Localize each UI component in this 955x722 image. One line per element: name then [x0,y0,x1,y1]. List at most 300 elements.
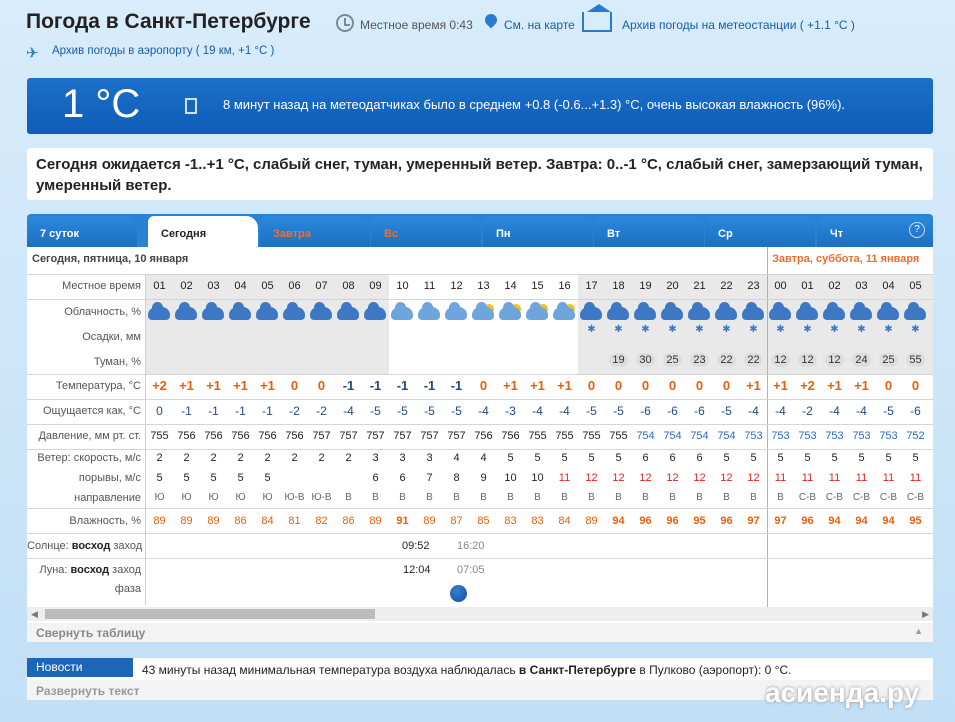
wind-direction-value: В [480,492,487,503]
temperature-value: +1 [260,378,275,393]
feels-like-value: -2 [316,404,327,418]
scrollbar-thumb[interactable] [45,609,375,619]
gust-value: 11 [774,472,787,484]
cloud-cell [470,302,497,322]
wind-speed-value: 2 [318,452,325,464]
cloud-icon [796,307,818,320]
pressure-value: 753 [798,430,817,442]
temperature-value: 0 [317,378,326,393]
hour-label: 22 [720,280,733,292]
temperature-value: -1 [369,378,382,393]
wind-direction-value: В [507,492,514,503]
gust-value: 11 [801,472,814,484]
humidity-value: 84 [261,515,274,527]
pressure-value: 756 [285,430,304,442]
pressure-value: 754 [690,430,709,442]
row-line [27,558,933,559]
humidity-value: 91 [396,515,409,527]
fog-badge: 25 [879,353,897,367]
snow-icon: ✱ [830,324,839,335]
gust-value: 5 [156,472,163,484]
hour-label: 15 [531,280,544,292]
pressure-value: 757 [420,430,439,442]
wind-speed-value: 4 [453,452,460,464]
cloud-cell [281,302,308,322]
humidity-value: 89 [369,515,382,527]
temperature-value: 0 [290,378,299,393]
hour-label: 07 [315,280,328,292]
temperature-value: -1 [396,378,409,393]
fog-badge: 22 [744,353,762,367]
feels-like-value: -4 [343,404,354,418]
humidity-value: 96 [666,515,679,527]
cloud-icon [445,307,467,320]
snow-icon: ✱ [749,324,758,335]
wind-speed-value: 6 [669,452,676,464]
gust-value: 5 [237,472,244,484]
temperature-value: +1 [206,378,221,393]
wind-direction-value: В [426,492,433,503]
wind-direction-value: В [399,492,406,503]
snow-icon: ✱ [722,324,731,335]
wind-speed-value: 5 [885,452,892,464]
cloud-cell [335,302,362,322]
temperature-value: +1 [503,378,518,393]
fog-badge: 25 [663,353,681,367]
humidity-value: 81 [288,515,301,527]
help-icon[interactable]: ? [909,222,925,238]
tab-tuesday[interactable]: Вт [594,216,704,247]
pressure-value: 755 [150,430,169,442]
temperature-value: +1 [773,378,788,393]
feels-like-value: -1 [262,404,273,418]
label-moon: Луна: восход заход [39,564,141,576]
row-line [27,424,933,425]
humidity-value: 96 [639,515,652,527]
temperature-value: -1 [450,378,463,393]
pressure-value: 757 [447,430,466,442]
wind-speed-value: 5 [561,452,568,464]
pressure-value: 756 [204,430,223,442]
cloud-cell [497,302,524,322]
cloud-icon [553,307,575,320]
wind-speed-value: 6 [696,452,703,464]
cloud-cell [713,302,740,322]
temperature-value: -1 [423,378,436,393]
cloud-cell [254,302,281,322]
temperature-value: +1 [557,378,572,393]
fog-badge: 23 [690,353,708,367]
wind-direction-value: Ю [235,492,246,503]
cloud-cell [389,302,416,322]
humidity-value: 87 [450,515,463,527]
cloud-icon [391,307,413,320]
snow-icon: ✱ [587,324,596,335]
feels-like-value: -6 [694,404,705,418]
label-local-time: Местное время [62,280,141,292]
cloud-cell [686,302,713,322]
temperature-value: 0 [587,378,596,393]
gust-value: 11 [882,472,895,484]
hour-label: 23 [747,280,760,292]
forecast-summary: Сегодня ожидается -1..+1 °C, слабый снег, туман, умеренный ветер. Завтра: 0..-1 °C, слабый снег, замерзающий туман, умеренный ветер. [27,148,933,200]
fog-value [848,353,875,367]
cloud-cell [767,302,794,322]
feels-like-value: -6 [667,404,678,418]
cloud-icon [148,307,170,320]
cloud-icon [823,307,845,320]
scroll-right-icon[interactable]: ▶ [922,609,929,619]
pressure-value: 756 [258,430,277,442]
fog-badge: 22 [717,353,735,367]
pressure-value: 753 [825,430,844,442]
wind-speed-value: 2 [156,452,163,464]
cloud-cell [308,302,335,322]
tab-tomorrow[interactable]: Завтра [260,216,370,247]
moonset-time: 07:05 [457,564,485,576]
collapse-table-button[interactable] [27,623,933,642]
hour-label: 00 [774,280,787,292]
temperature-value: 0 [722,378,731,393]
temperature-value: 0 [884,378,893,393]
pressure-value: 753 [771,430,790,442]
pressure-value: 754 [636,430,655,442]
feels-like-value: -4 [748,404,759,418]
hour-label: 08 [342,280,355,292]
humidity-value: 97 [747,515,760,527]
temperature-value: +2 [800,378,815,393]
cloud-icon [202,307,224,320]
snow-icon: ✱ [776,324,785,335]
cloud-icon [337,307,359,320]
hour-label: 04 [882,280,895,292]
label-gusts: порывы, м/с [78,472,141,484]
pressure-value: 755 [555,430,574,442]
wind-direction-value: В [642,492,649,503]
wind-direction-value: Ю [154,492,165,503]
gust-value: 12 [720,472,733,484]
wind-speed-value: 5 [804,452,811,464]
humidity-value: 84 [558,515,571,527]
pressure-value: 756 [231,430,250,442]
cloud-cell [362,302,389,322]
cloud-icon [472,307,494,320]
feels-like-value: -4 [532,404,543,418]
gust-value: 12 [666,472,679,484]
fog-value [740,353,767,367]
station-archive-link[interactable]: Архив погоды на метеостанции ( +1.1 °C ) [622,18,855,32]
news-text: 43 минуты назад минимальная температура воздуха наблюдалась в Санкт-Петербурге в Пулково (аэропорт): 0 °C. [142,663,792,677]
pressure-value: 755 [609,430,628,442]
pressure-value: 756 [501,430,520,442]
hour-label: 10 [396,280,409,292]
wind-direction-value: Ю-В [311,492,332,503]
temperature-value: +1 [827,378,842,393]
hour-label: 17 [585,280,598,292]
wind-speed-value: 5 [831,452,838,464]
label-moon-phase: фаза [114,583,141,595]
label-precipitation: Осадки, мм [82,331,141,343]
hour-label: 16 [558,280,571,292]
wind-speed-value: 2 [210,452,217,464]
row-line [27,399,933,400]
wind-direction-value: В [777,492,784,503]
fog-value [686,353,713,367]
cloud-cell [227,302,254,322]
feels-like-value: -5 [883,404,894,418]
pressure-value: 753 [852,430,871,442]
page-title: Погода в Санкт-Петербурге [26,10,311,33]
snow-icon: ✱ [803,324,812,335]
humidity-value: 89 [207,515,220,527]
sunset-time: 16:20 [457,540,485,552]
gust-value: 12 [693,472,706,484]
snow-icon: ✱ [911,324,920,335]
label-cloudiness: Облачность, % [64,306,141,318]
fog-value [902,353,929,367]
pressure-value: 757 [339,430,358,442]
hour-label: 03 [207,280,220,292]
cloud-icon [769,307,791,320]
wind-speed-value: 2 [264,452,271,464]
airport-archive-link[interactable]: Архив погоды в аэропорту ( 19 км, +1 °C ) [52,45,275,57]
humidity-value: 89 [153,515,166,527]
feels-like-value: -5 [397,404,408,418]
gust-value: 11 [558,472,571,484]
wind-speed-value: 5 [507,452,514,464]
gust-value: 7 [426,472,433,484]
hour-label: 12 [450,280,463,292]
wind-direction-value: С-В [906,492,925,503]
label-temperature: Температура, °C [55,380,141,392]
cloud-cell [821,302,848,322]
gust-value: 10 [531,472,544,484]
humidity-value: 83 [531,515,544,527]
cloud-icon [229,307,251,320]
wind-speed-value: 3 [426,452,433,464]
cloud-icon [661,307,683,320]
fog-badge: 30 [636,353,654,367]
wind-speed-value: 5 [858,452,865,464]
fog-value [632,353,659,367]
current-temperature: 1 °C [62,82,141,126]
tab-sunday[interactable]: Вс [371,216,481,247]
cloud-cell [173,302,200,322]
hour-label: 09 [369,280,382,292]
wind-direction-value: В [372,492,379,503]
pressure-value: 754 [717,430,736,442]
tab-monday[interactable]: Пн [483,216,593,247]
label-humidity: Влажность, % [69,515,141,527]
temperature-value: 0 [641,378,650,393]
fog-value [794,353,821,367]
hour-label: 03 [855,280,868,292]
hour-label: 05 [909,280,922,292]
tab-thursday[interactable]: Чт [817,216,933,247]
building-icon [185,98,197,114]
humidity-value: 94 [612,515,625,527]
gust-value: 12 [585,472,598,484]
wind-speed-value: 2 [237,452,244,464]
tab-7-days[interactable]: 7 суток [27,216,137,247]
gust-value: 5 [210,472,217,484]
humidity-value: 85 [477,515,490,527]
news-badge[interactable]: Новости [27,658,133,677]
cloud-cell [416,302,443,322]
wind-direction-value: Ю [262,492,273,503]
snow-icon: ✱ [884,324,893,335]
wind-direction-value: С-В [852,492,871,503]
feels-like-value: -2 [802,404,813,418]
feels-like-value: -5 [721,404,732,418]
cloud-icon [175,307,197,320]
wind-direction-value: В [723,492,730,503]
gust-value: 6 [399,472,406,484]
day-label-today: Сегодня, пятница, 10 января [32,253,189,265]
cloud-icon [310,307,332,320]
cloud-cell [902,302,929,322]
humidity-value: 95 [909,515,922,527]
wind-speed-value: 5 [588,452,595,464]
snow-icon: ✱ [614,324,623,335]
wind-direction-value: Ю-В [284,492,305,503]
feels-like-value: -4 [478,404,489,418]
row-line [27,374,933,375]
cloud-cell [551,302,578,322]
label-wind: Ветер: скорость, м/с [37,452,141,464]
temperature-value: 0 [479,378,488,393]
cloud-cell [200,302,227,322]
cloud-icon [715,307,737,320]
hour-label: 18 [612,280,625,292]
cloud-icon [607,307,629,320]
wind-speed-value: 2 [183,452,190,464]
humidity-value: 83 [504,515,517,527]
horizontal-scrollbar[interactable] [27,607,933,621]
tab-wednesday[interactable]: Ср [705,216,815,247]
wind-direction-value: В [453,492,460,503]
pressure-value: 753 [879,430,898,442]
gust-value: 10 [504,472,517,484]
wind-speed-value: 2 [345,452,352,464]
wind-direction-value: В [534,492,541,503]
feels-like-value: -4 [775,404,786,418]
gust-value: 12 [747,472,760,484]
hour-label: 14 [504,280,517,292]
feels-like-value: -4 [829,404,840,418]
cloud-icon [634,307,656,320]
wind-speed-value: 3 [372,452,379,464]
collapse-label: Свернуть таблицу [36,626,146,640]
map-pin-icon [483,12,500,29]
gust-value: 11 [828,472,841,484]
wind-direction-value: В [669,492,676,503]
cloud-icon [283,307,305,320]
cloud-cell [848,302,875,322]
local-time: Местное время 0:43 [360,18,473,32]
feels-like-value: -6 [910,404,921,418]
temperature-value: +1 [530,378,545,393]
feels-like-value: -1 [181,404,192,418]
wind-speed-value: 5 [750,452,757,464]
fog-badge: 12 [825,353,843,367]
cloud-cell [146,302,173,322]
wind-speed-value: 5 [615,452,622,464]
temperature-value: +1 [233,378,248,393]
humidity-value: 96 [801,515,814,527]
pressure-value: 752 [906,430,925,442]
gust-value: 9 [480,472,487,484]
tab-today[interactable]: Сегодня [148,216,258,247]
fog-value [821,353,848,367]
humidity-value: 86 [234,515,247,527]
caret-up-icon: ▲ [914,626,923,636]
expand-text-button[interactable]: Развернуть текст [27,680,933,700]
temperature-value: 0 [695,378,704,393]
wind-direction-value: Ю [208,492,219,503]
feels-like-value: -5 [613,404,624,418]
humidity-value: 89 [180,515,193,527]
cloud-cell [443,302,470,322]
watermark-logo: асиенда.ру [765,677,920,708]
feels-like-value: -5 [451,404,462,418]
hour-label: 19 [639,280,652,292]
pressure-value: 757 [393,430,412,442]
humidity-value: 94 [855,515,868,527]
wind-speed-value: 4 [480,452,487,464]
pressure-value: 756 [177,430,196,442]
cloud-icon [904,307,926,320]
feels-like-value: -6 [640,404,651,418]
feels-like-value: -1 [208,404,219,418]
snow-icon: ✱ [668,324,677,335]
temperature-value: 0 [911,378,920,393]
feels-like-value: -5 [370,404,381,418]
feels-like-value: 0 [156,404,163,418]
row-line [27,274,933,275]
gust-value: 12 [612,472,625,484]
pressure-value: 757 [312,430,331,442]
fog-badge: 12 [798,353,816,367]
gust-value: 5 [264,472,271,484]
cloud-cell [875,302,902,322]
pressure-value: 755 [582,430,601,442]
wind-direction-value: С-В [879,492,898,503]
humidity-value: 94 [882,515,895,527]
label-feels-like: Ощущается как, °C [42,405,141,417]
cloud-icon [877,307,899,320]
snow-icon: ✱ [695,324,704,335]
forecast-table [27,247,933,642]
humidity-value: 95 [693,515,706,527]
scroll-left-icon[interactable]: ◀ [31,609,38,619]
wind-speed-value: 5 [912,452,919,464]
row-line [27,533,933,534]
cloud-cell [632,302,659,322]
label-sun: Солнце: восход заход [27,540,143,552]
wind-speed-value: 5 [723,452,730,464]
wind-direction-value: В [588,492,595,503]
day-label-tomorrow: Завтра, суббота, 11 января [772,253,920,265]
hour-label: 06 [288,280,301,292]
hour-label: 01 [153,280,166,292]
gust-value: 11 [855,472,868,484]
humidity-value: 94 [828,515,841,527]
feels-like-value: -2 [289,404,300,418]
fog-value [713,353,740,367]
fog-badge: 12 [771,353,789,367]
map-link[interactable]: См. на карте [504,18,575,32]
